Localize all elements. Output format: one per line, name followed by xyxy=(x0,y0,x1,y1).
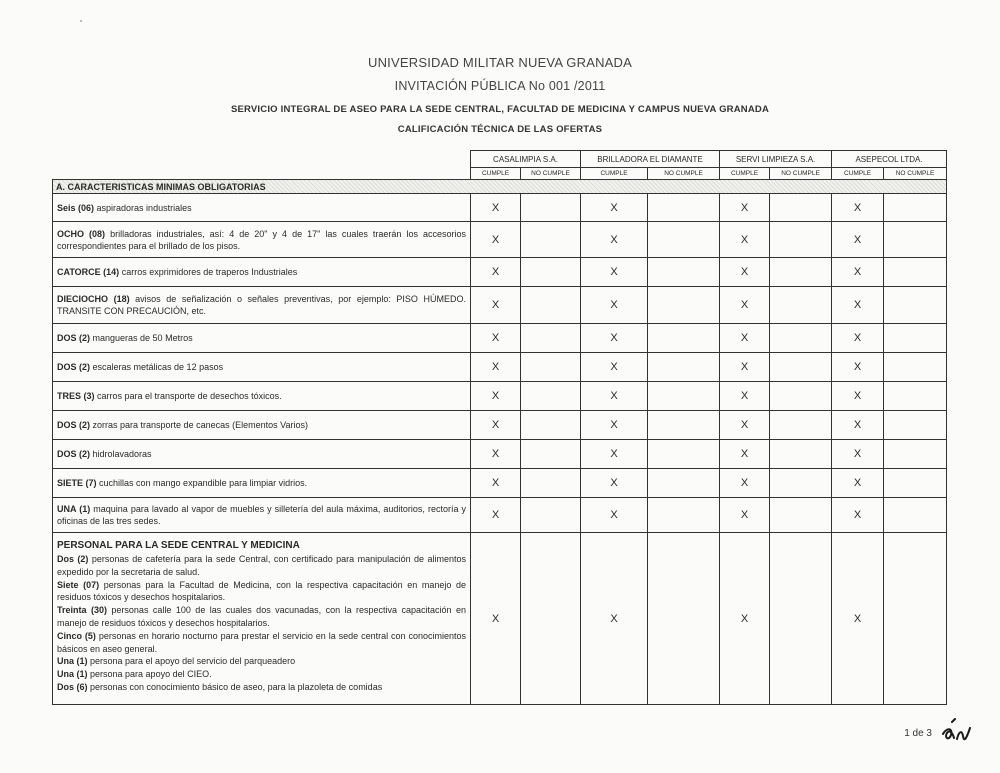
no-cumple-cell xyxy=(521,194,581,222)
requirement-text: mangueras de 50 Metros xyxy=(90,333,193,343)
no-cumple-cell xyxy=(770,324,832,353)
no-cumple-cell xyxy=(521,287,581,324)
evaluation-table xyxy=(52,150,947,705)
requirement-text: carros para el transporte de desechos tóxicos. xyxy=(94,391,282,401)
no-cumple-cell xyxy=(648,469,720,498)
requirement-quantity: SIETE (7) xyxy=(57,478,97,488)
no-cumple-cell xyxy=(770,440,832,469)
subheader-row xyxy=(53,168,947,180)
no-cumple-cell xyxy=(770,533,832,705)
cumple-mark: X xyxy=(720,498,770,533)
no-cumple-cell xyxy=(884,287,947,324)
no-cumple-cell xyxy=(648,258,720,287)
cumple-mark: X xyxy=(471,324,521,353)
no-cumple-cell xyxy=(521,258,581,287)
cumple-mark: X xyxy=(720,533,770,705)
requirement-quantity: DIECIOCHO (18) xyxy=(57,294,130,304)
requirement-description xyxy=(53,287,471,324)
requirement-text: avisos de señalización o señales preventivas, por ejemplo: PISO HÚMEDO. TRANSITE CON PRECAUCIÓN, etc. xyxy=(57,294,467,316)
cumple-mark: X xyxy=(581,469,648,498)
requirement-description xyxy=(53,194,471,222)
no-cumple-cell xyxy=(648,440,720,469)
no-cumple-cell xyxy=(648,498,720,533)
requirement-row xyxy=(53,353,947,382)
cumple-header: CUMPLE xyxy=(471,168,521,180)
cumple-mark: X xyxy=(720,440,770,469)
cumple-mark: X xyxy=(471,498,521,533)
requirement-row xyxy=(53,498,947,533)
no-cumple-cell xyxy=(648,382,720,411)
personal-text: personas de cafetería para la sede Central, con certificado para manipulación de alimentos expedido por la secretaria de salud. xyxy=(57,554,466,577)
requirement-row xyxy=(53,324,947,353)
requirement-quantity: DOS (2) xyxy=(57,333,91,343)
scan-speck xyxy=(80,20,82,22)
requirement-text: escaleras metálicas de 12 pasos xyxy=(90,362,224,372)
cumple-mark: X xyxy=(471,194,521,222)
service-description: SERVICIO INTEGRAL DE ASEO PARA LA SEDE CENTRAL, FACULTAD DE MEDICINA Y CAMPUS NUEVA GRANADA xyxy=(230,104,770,115)
no-cumple-cell xyxy=(884,498,947,533)
no-cumple-cell xyxy=(648,353,720,382)
personal-row xyxy=(53,533,947,705)
no-cumple-cell xyxy=(648,222,720,258)
header-blank xyxy=(53,151,471,168)
cumple-header: CUMPLE xyxy=(581,168,648,180)
cumple-header: CUMPLE xyxy=(832,168,884,180)
personal-quantity: Cinco (5) xyxy=(57,630,96,641)
personal-item xyxy=(57,681,466,694)
requirement-row xyxy=(53,411,947,440)
no-cumple-cell xyxy=(770,498,832,533)
personal-text: personas calle 100 de las cuales dos vacunadas, con la respectiva capacitación en manejo de residuos tóxicos y desechos hospitalarios. xyxy=(57,605,466,628)
requirement-text: aspiradoras industriales xyxy=(94,202,192,213)
cumple-mark: X xyxy=(581,324,648,353)
section-row xyxy=(53,180,947,194)
cumple-mark: X xyxy=(832,411,884,440)
cumple-mark: X xyxy=(720,411,770,440)
personal-description xyxy=(53,533,471,705)
requirement-description xyxy=(53,324,471,353)
requirement-description xyxy=(53,258,471,287)
personal-item xyxy=(57,604,466,630)
no-cumple-cell xyxy=(884,469,947,498)
no-cumple-cell xyxy=(884,382,947,411)
requirement-quantity: UNA (1) xyxy=(57,504,91,514)
cumple-mark: X xyxy=(832,258,884,287)
cumple-mark: X xyxy=(581,194,648,222)
no-cumple-cell xyxy=(770,469,832,498)
cumple-mark: X xyxy=(832,382,884,411)
requirement-quantity: CATORCE (14) xyxy=(57,267,120,277)
requirement-row xyxy=(53,469,947,498)
cumple-mark: X xyxy=(471,222,521,258)
requirement-row xyxy=(53,382,947,411)
cumple-mark: X xyxy=(720,382,770,411)
cumple-mark: X xyxy=(471,353,521,382)
requirement-description xyxy=(53,382,471,411)
requirement-row xyxy=(53,287,947,324)
personal-quantity: Una (1) xyxy=(57,656,88,667)
requirement-text: maquina para lavado al vapor de muebles y silletería del aula máxima, auditorios, rectoría y oficinas de las tres sedes. xyxy=(57,504,466,526)
requirement-description xyxy=(53,498,471,533)
no-cumple-cell xyxy=(884,258,947,287)
no-cumple-cell xyxy=(770,222,832,258)
no-cumple-cell xyxy=(521,382,581,411)
cumple-mark: X xyxy=(720,469,770,498)
personal-item xyxy=(57,579,466,605)
no-cumple-cell xyxy=(884,324,947,353)
requirement-quantity: OCHO (08) xyxy=(57,228,106,239)
personal-quantity: Dos (6) xyxy=(57,681,88,692)
no-cumple-cell xyxy=(521,324,581,353)
cumple-mark: X xyxy=(581,287,648,324)
cumple-mark: X xyxy=(471,382,521,411)
requirement-text: cuchillas con mango expandible para limpiar vidrios. xyxy=(96,478,308,488)
cumple-mark: X xyxy=(720,353,770,382)
personal-text: personas con conocimiento básico de aseo, para la plazoleta de comidas xyxy=(87,681,383,692)
no-cumple-cell xyxy=(521,469,581,498)
cumple-header: CUMPLE xyxy=(720,168,770,180)
no-cumple-cell xyxy=(521,440,581,469)
no-cumple-cell xyxy=(884,440,947,469)
personal-item xyxy=(57,668,466,681)
no-cumple-cell xyxy=(521,222,581,258)
invitation-number: INVITACIÓN PÚBLICA No 001 /2011 xyxy=(394,79,606,93)
requirement-row xyxy=(53,440,947,469)
no-cumple-header: NO CUMPLE xyxy=(648,168,720,180)
no-cumple-cell xyxy=(648,324,720,353)
cumple-mark: X xyxy=(720,258,770,287)
cumple-mark: X xyxy=(720,287,770,324)
personal-quantity: Una (1) xyxy=(57,669,88,680)
no-cumple-cell xyxy=(884,222,947,258)
cumple-mark: X xyxy=(832,222,884,258)
no-cumple-header: NO CUMPLE xyxy=(884,168,947,180)
requirement-description xyxy=(53,353,471,382)
cumple-mark: X xyxy=(720,222,770,258)
personal-text: personas en horario nocturno para prestar el servicio en la sede central con conocimientos básicos en aseo general. xyxy=(57,630,466,654)
no-cumple-cell xyxy=(884,194,947,222)
requirement-text: brilladoras industriales, así: 4 de 20" y 4 de 17" las cuales traerán los accesorios correspondientes para el brillado de los pisos. xyxy=(57,228,467,251)
university-title: UNIVERSIDAD MILITAR NUEVA GRANADA xyxy=(368,55,632,70)
cumple-mark: X xyxy=(832,194,884,222)
no-cumple-cell xyxy=(521,411,581,440)
cumple-mark: X xyxy=(471,533,521,705)
no-cumple-cell xyxy=(884,353,947,382)
no-cumple-cell xyxy=(884,411,947,440)
no-cumple-cell xyxy=(770,353,832,382)
requirement-text: hidrolavadoras xyxy=(90,449,152,459)
requirement-text: zorras para transporte de canecas (Elementos Varios) xyxy=(90,420,308,430)
company-servi-limpieza: SERVI LIMPIEZA S.A. xyxy=(720,151,832,168)
personal-text: persona para el apoyo del servicio del parqueadero xyxy=(87,656,296,667)
cumple-mark: X xyxy=(832,498,884,533)
cumple-mark: X xyxy=(581,258,648,287)
personal-quantity: Dos (2) xyxy=(57,554,89,565)
cumple-mark: X xyxy=(581,440,648,469)
cumple-mark: X xyxy=(471,258,521,287)
cumple-mark: X xyxy=(832,533,884,705)
subheader-blank xyxy=(53,168,471,180)
cumple-mark: X xyxy=(471,287,521,324)
company-casalimpia: CASALIMPIA S.A. xyxy=(471,151,581,168)
company-header-row xyxy=(53,151,947,168)
personal-text: personas para la Facultad de Medicina, con la respectiva capacitación en manejo de residuos tóxicos y desechos hospitalarios. xyxy=(57,579,466,603)
requirement-row xyxy=(53,222,947,258)
no-cumple-cell xyxy=(648,287,720,324)
handwritten-initials xyxy=(940,718,974,748)
requirement-row xyxy=(53,258,947,287)
personal-text: persona para apoyo del CIEO. xyxy=(87,669,212,680)
requirement-quantity: DOS (2) xyxy=(57,449,91,459)
requirement-row xyxy=(53,194,947,222)
company-asepecol: ASEPECOL LTDA. xyxy=(832,151,947,168)
requirement-description xyxy=(53,222,471,258)
cumple-mark: X xyxy=(471,411,521,440)
requirement-quantity: TRES (3) xyxy=(57,391,95,401)
requirement-description xyxy=(53,411,471,440)
requirement-quantity: DOS (2) xyxy=(57,362,91,372)
cumple-mark: X xyxy=(581,382,648,411)
personal-quantity: Siete (07) xyxy=(57,579,100,590)
no-cumple-cell xyxy=(884,533,947,705)
requirement-quantity: Seis (06) xyxy=(57,202,95,213)
no-cumple-header: NO CUMPLE xyxy=(770,168,832,180)
requirement-quantity: DOS (2) xyxy=(57,420,91,430)
cumple-mark: X xyxy=(581,222,648,258)
no-cumple-cell xyxy=(770,382,832,411)
cumple-mark: X xyxy=(581,411,648,440)
personal-item xyxy=(57,553,466,579)
no-cumple-cell xyxy=(648,194,720,222)
cumple-mark: X xyxy=(581,498,648,533)
cumple-mark: X xyxy=(720,324,770,353)
cumple-mark: X xyxy=(720,194,770,222)
no-cumple-header: NO CUMPLE xyxy=(521,168,581,180)
personal-title: PERSONAL PARA LA SEDE CENTRAL Y MEDICINA xyxy=(57,540,300,552)
no-cumple-cell xyxy=(648,533,720,705)
no-cumple-cell xyxy=(770,411,832,440)
cumple-mark: X xyxy=(581,533,648,705)
evaluation-title: CALIFICACIÓN TÉCNICA DE LAS OFERTAS xyxy=(397,124,603,135)
requirement-description xyxy=(53,440,471,469)
section-a-title: A. CARACTERISTICAS MINIMAS OBLIGATORIAS xyxy=(53,180,947,194)
cumple-mark: X xyxy=(471,469,521,498)
no-cumple-cell xyxy=(648,411,720,440)
no-cumple-cell xyxy=(521,353,581,382)
requirement-text: carros exprimidores de traperos Industriales xyxy=(119,267,298,277)
no-cumple-cell xyxy=(521,533,581,705)
personal-item xyxy=(57,630,466,656)
personal-quantity: Treinta (30) xyxy=(57,605,107,616)
cumple-mark: X xyxy=(832,469,884,498)
page-number: 1 de 3 xyxy=(904,728,932,739)
cumple-mark: X xyxy=(471,440,521,469)
no-cumple-cell xyxy=(521,498,581,533)
no-cumple-cell xyxy=(770,194,832,222)
requirement-description xyxy=(53,469,471,498)
no-cumple-cell xyxy=(770,258,832,287)
no-cumple-cell xyxy=(770,287,832,324)
cumple-mark: X xyxy=(832,353,884,382)
cumple-mark: X xyxy=(832,324,884,353)
cumple-mark: X xyxy=(581,353,648,382)
cumple-mark: X xyxy=(832,440,884,469)
cumple-mark: X xyxy=(832,287,884,324)
company-brilladora: BRILLADORA EL DIAMANTE xyxy=(581,151,720,168)
personal-item xyxy=(57,655,466,668)
